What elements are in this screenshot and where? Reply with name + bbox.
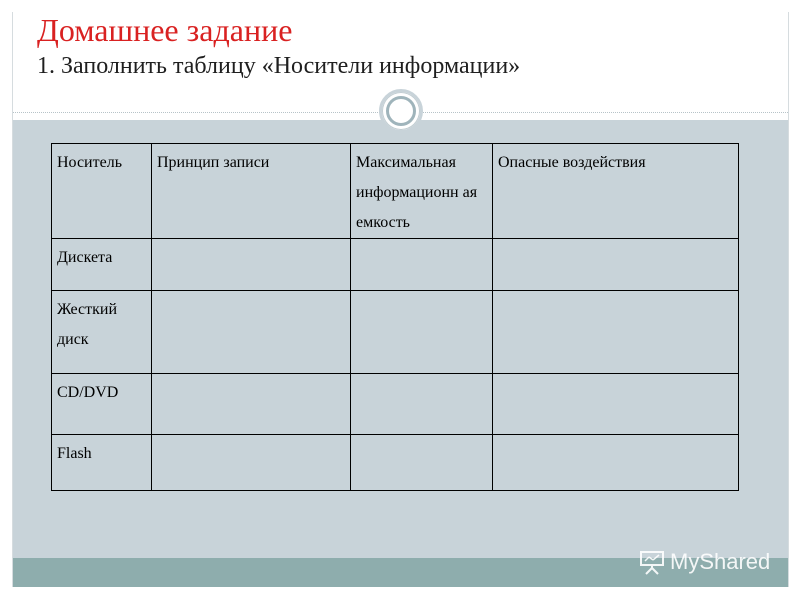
table-cell [152,239,351,291]
watermark [639,548,770,576]
table-cell [152,435,351,491]
slide-title: Домашнее задание [37,12,293,48]
table-cell [493,291,739,374]
table-cell: Жесткий диск [52,291,152,374]
table-header-row [52,144,739,239]
table-cell [493,374,739,435]
divider-circle-ornament [379,89,423,133]
table-row [52,239,739,291]
table-cell [351,435,493,491]
table-cell [351,239,493,291]
table-row [52,435,739,491]
table-cell [351,374,493,435]
table-cell [351,291,493,374]
table-cell [152,291,351,374]
header-cell: Носитель [52,144,152,239]
slide-subtitle: 1. Заполнить таблицу «Носители информации» [37,53,521,79]
table-cell: Дискета [52,239,152,291]
header-cell: Максимальная информационн ая емкость [351,144,493,239]
table-cell: Flash [52,435,152,491]
table-row [52,291,739,374]
storage-media-table [51,143,739,491]
table-cell [152,374,351,435]
table-cell [493,435,739,491]
table-row [52,374,739,435]
header-cell: Опасные воздействия [493,144,739,239]
header-cell: Принцип записи [152,144,351,239]
table-cell [493,239,739,291]
watermark-text: MyShared [670,549,771,574]
table-cell: CD/DVD [52,374,152,435]
presentation-board-icon [639,549,665,575]
